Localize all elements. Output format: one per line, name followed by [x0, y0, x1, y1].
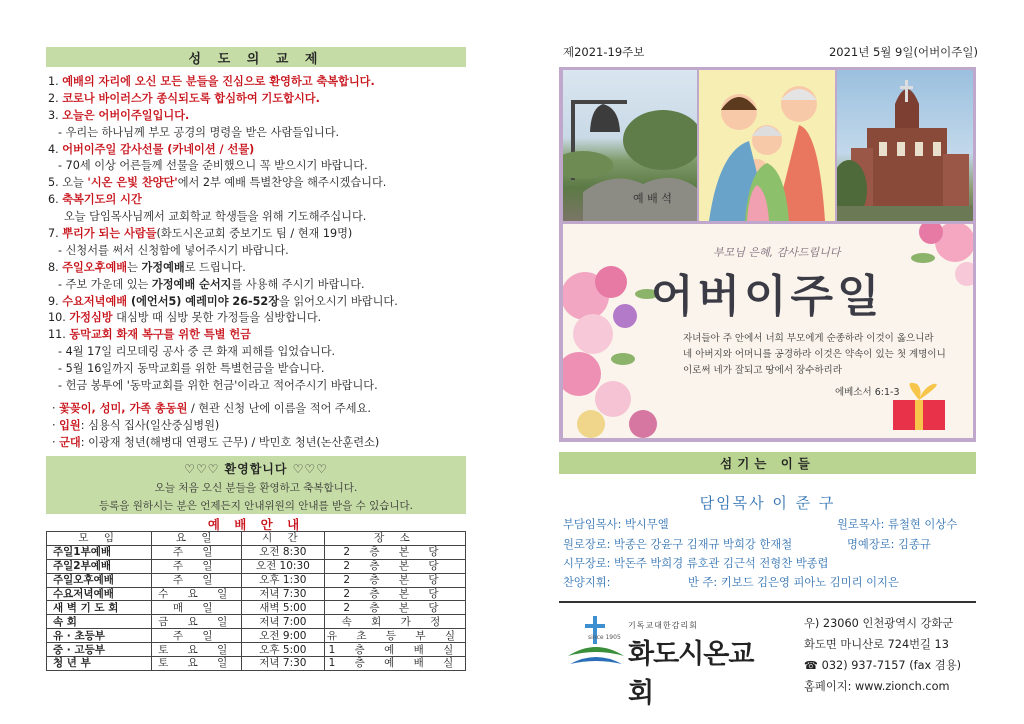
announcement-item-text: '시온 은빛 찬양단': [87, 176, 178, 190]
servers-title: 섬기는 이들: [720, 456, 815, 471]
service-place: 2 층 본 당: [324, 573, 465, 587]
divider: [559, 601, 976, 603]
associate-pastor: 부담임목사: 박시무엘: [563, 518, 669, 531]
service-time: 저녁 7:30: [241, 657, 324, 671]
announcement-item-text: 에서 2부 예배 특별찬양을 해주시겠습니다.: [177, 176, 387, 190]
note-item-text: 입원: [59, 419, 81, 432]
announcement-item: [48, 74, 468, 91]
service-place: 2 층 본 당: [324, 601, 465, 615]
service-day: 토 요 일: [152, 643, 241, 657]
table-row: [47, 643, 466, 657]
card-verse-line-3: 이로써 네가 잘되고 땅에서 장수하리라: [683, 365, 842, 376]
announcement-item: [48, 91, 468, 108]
announcement-item: [48, 142, 468, 159]
table-row: [47, 629, 466, 643]
service-name: 유 · 초등부: [47, 629, 152, 643]
phone-line: ☎ 032) 937-7157 (fax 겸용): [804, 659, 962, 672]
service-place: 1 층 예 배 실: [324, 657, 465, 671]
welcome-line-1: 오늘 처음 오신 분들을 환영하고 축복합니다.: [154, 482, 358, 494]
notes-list: [52, 400, 472, 451]
stone-inscription: 예 배 석: [633, 192, 672, 205]
service-place: 2 층 본 당: [324, 559, 465, 573]
service-place: 속 회 가 정: [324, 615, 465, 629]
table-row: [47, 573, 466, 587]
service-time: 오후 5:00: [241, 643, 324, 657]
announcement-item-text: - 헌금 봉투에 '동막교회를 위한 헌금'이라고 적어주시기 바랍니다.: [58, 379, 378, 393]
announcement-item: [48, 175, 468, 192]
announcement-item: [48, 260, 468, 277]
servers-header: [559, 452, 976, 474]
announcement-item-text: 1.: [48, 75, 63, 88]
honorary-elder: 명예장로: 김종규: [847, 538, 931, 551]
announcement-item-text: - 4월 17일 리모데링 공사 중 큰 화재 피해를 입었습니다.: [58, 345, 336, 359]
announcement-item-text: 오늘 담임목사님께서 교회학교 학생들을 위해 기도해주십니다.: [64, 210, 367, 224]
col-header-day: 요 일: [152, 532, 241, 546]
service-name: 중 · 고등부: [47, 643, 152, 657]
table-row: [47, 587, 466, 601]
fellowship-header: [46, 47, 466, 67]
announcement-item-text: 코로나 바이러스가 종식되도록 합심하여 기도합시다.: [62, 91, 320, 105]
family-illustration: [699, 70, 835, 221]
announcement-item-text: 축복기도의 시간: [62, 193, 142, 207]
service-guide-title: 예 배 안 내: [207, 517, 305, 532]
announcement-item-text: 동막교회 화재 복구를 위한 특별 헌금: [69, 328, 251, 342]
service-time: 새벽 5:00: [241, 601, 324, 615]
bulletin-date: 2021년 5월 9일(어버이주일): [828, 45, 978, 59]
service-time: 오전 9:00: [241, 629, 324, 643]
service-day: 주 일: [152, 573, 241, 587]
card-subtitle: 부모님 은혜, 감사드립니다: [713, 246, 841, 259]
note-item-text: ·: [52, 419, 60, 432]
staff-line-2: [563, 536, 931, 552]
announcement-item-text: 8.: [48, 260, 63, 274]
service-day: 주 일: [152, 559, 241, 573]
announcement-item: [48, 378, 468, 395]
announcement-item-text: - 우리는 하나님께 부모 공경의 명령을 받은 사람들입니다.: [58, 125, 340, 139]
service-place: 1 층 예 배 실: [324, 643, 465, 657]
announcement-item-text: 대심방 때 심방 못한 가정들을 심방합니다.: [112, 311, 322, 325]
staff-line-4: [563, 574, 899, 590]
announcement-item: [48, 158, 468, 175]
note-item-text: ·: [52, 436, 60, 449]
service-name: 새 벽 기 도 회: [47, 601, 152, 615]
table-row: [47, 615, 466, 629]
logo-denomination: 기독교대한감리회: [628, 621, 698, 630]
service-place: 유 초 등 부 실: [324, 629, 465, 643]
note-item-text: 군대: [59, 436, 81, 449]
church-logo: [566, 612, 776, 709]
table-row: [47, 559, 466, 573]
announcement-item-text: 7.: [48, 227, 63, 241]
announcement-item-text: 을 읽어오시기 바랍니다.: [279, 294, 398, 308]
announcement-item-text: 가정심방: [69, 311, 113, 325]
announcement-item-text: 주일오후예배: [62, 260, 128, 274]
announcement-item-text: - 70세 이상 어른들께 선물을 준비했으니 꼭 받으시기 바랍니다.: [58, 159, 368, 173]
table-row: [47, 657, 466, 671]
note-item: [52, 417, 472, 434]
service-day: 주 일: [152, 545, 241, 559]
service-day: 수 요 일: [152, 587, 241, 601]
announcement-item-text: 는: [127, 260, 142, 274]
service-name: 주일1부예배: [47, 545, 152, 559]
note-item: [52, 400, 472, 417]
accompanists: 반 주: 키보드 김은영 피아노 김미리 이지은: [688, 576, 899, 589]
logo-year: since 1905: [588, 634, 621, 641]
choir-director: 찬양지휘:: [563, 576, 611, 589]
announcement-item-text: 10.: [48, 311, 70, 325]
col-header-place: 장 소: [324, 532, 465, 546]
announcement-item-text: 가정예배: [141, 260, 185, 274]
note-item-text: / 현관 신청 난에 이름을 적어 주세요.: [187, 402, 371, 415]
service-table: [46, 531, 466, 671]
emeritus-pastor: 원로목사: 류철현 이상수: [837, 518, 958, 531]
service-time: 저녁 7:00: [241, 615, 324, 629]
announcement-item: [48, 192, 468, 209]
announcement-item: [48, 243, 468, 260]
senior-pastor: 담임목사 이 준 구: [699, 494, 836, 512]
note-item-text: : 심용식 집사(일산중심병원): [80, 419, 220, 432]
service-name: 수요저녁예배: [47, 587, 152, 601]
announcement-item-text: (화도시온교회 중보기도 팀 / 현재 19명): [156, 227, 353, 241]
service-time: 저녁 7:30: [241, 587, 324, 601]
announcement-item-text: 가정예배 순서지: [151, 277, 232, 291]
announcement-item-text: - 신청서를 써서 신청함에 넣어주시기 바랍니다.: [58, 243, 289, 257]
announcement-item-text: 로 드립니다.: [184, 260, 246, 274]
announcement-item: [48, 310, 468, 327]
church-photo: [837, 70, 973, 221]
card-verse-line-1: 자녀들아 주 안에서 너희 부모에게 순종하라 이것이 옳으니라: [683, 333, 934, 344]
announcement-item: [48, 361, 468, 378]
homepage-line: 홈페이지: www.zionch.com: [804, 680, 950, 693]
announcement-item: [48, 344, 468, 361]
announcement-item-text: 9.: [48, 294, 63, 308]
announcement-item-text: 뿌리가 되는 사람들: [62, 227, 157, 241]
service-time: 오전 8:30: [241, 545, 324, 559]
service-time: 오전 10:30: [241, 559, 324, 573]
announcement-item-text: 어버이주일 감사선물 (카네이션 / 선물): [62, 142, 255, 156]
church-address: [804, 613, 961, 697]
announcement-item-text: 6.: [48, 193, 63, 207]
logo-church-name: 화도시온교회: [628, 639, 754, 709]
service-place: 2 층 본 당: [324, 587, 465, 601]
note-item-text: : 이광재 청년(해병대 연평도 근무) / 박민호 청년(논산훈련소): [80, 436, 380, 449]
service-day: 토 요 일: [152, 657, 241, 671]
card-title: 어버이주일: [651, 271, 884, 322]
service-name: 주일2부예배: [47, 559, 152, 573]
service-time: 오후 1:30: [241, 573, 324, 587]
welcome-line-2: 등록을 원하시는 분은 언제든지 안내위원의 안내를 받을 수 있습니다.: [98, 500, 414, 512]
address-line-1: 우) 23060 인천광역시 강화군: [804, 617, 954, 630]
welcome-box: [46, 456, 466, 514]
service-day: 매 일: [152, 601, 241, 615]
service-name: 속 회: [47, 615, 152, 629]
announcement-item: [48, 294, 468, 311]
retired-elders: 원로장로: 박종은 강윤구 김재규 박희강 한재철: [563, 538, 793, 551]
col-header-meeting: 모 임: [47, 532, 152, 546]
fellowship-title: 성 도 의 교 제: [188, 51, 324, 67]
card-verse-ref: 에베소서 6:1-3: [835, 387, 900, 398]
announcement-item-text: - 주보 가운데 있는: [58, 277, 152, 291]
announcement-item: [48, 209, 468, 226]
bell-stone-photo: [563, 70, 697, 221]
address-line-2: 화도면 마니산로 724번길 13: [804, 638, 949, 651]
announcement-item-text: 를 사용해 주시기 바랍니다.: [231, 277, 365, 291]
announcement-item: [48, 226, 468, 243]
announcement-item: [48, 125, 468, 142]
service-table-header: [47, 532, 466, 546]
announcement-item: [48, 277, 468, 294]
announcement-item-text: 예배의 자리에 오신 모든 분들을 진심으로 환영하고 축복합니다.: [62, 75, 375, 88]
welcome-title: ♡♡♡ 환영합니다 ♡♡♡: [184, 462, 328, 476]
card-verse-line-2: 네 아버지와 어머니를 공경하라 이것은 약속이 있는 첫 계명이니: [683, 349, 946, 360]
card-verse: [683, 331, 946, 379]
staff-line-3: [563, 555, 828, 571]
col-header-time: 시 간: [241, 532, 324, 546]
active-elders: 시무장로: 박돈주 박희경 류호관 김근석 전형찬 박종렵: [563, 557, 829, 570]
announcement-item-text: (에언서5) 예레미야 26-52장: [127, 294, 280, 308]
parents-day-card: [563, 224, 973, 438]
announcement-item-text: - 5월 16일까지 동막교회를 위한 특별헌금을 받습니다.: [58, 362, 325, 376]
service-day: 주 일: [152, 629, 241, 643]
note-item-text: ·: [52, 402, 60, 415]
service-place: 2 층 본 당: [324, 545, 465, 559]
service-name: 청 년 부: [47, 657, 152, 671]
issue-number: 제2021-19주보: [563, 45, 645, 59]
announcement-item-text: 오늘은 어버이주일입니다.: [62, 108, 190, 122]
announcement-item: [48, 108, 468, 125]
announcement-item-text: 5. 오늘: [48, 176, 88, 190]
announcement-item-text: 11.: [48, 328, 70, 342]
staff-line-1: [563, 516, 958, 532]
announcement-item-text: 수요저녁예배: [62, 294, 128, 308]
announcement-item-text: 2.: [48, 91, 63, 105]
table-row: [47, 545, 466, 559]
note-item: [52, 434, 472, 451]
service-name: 주일오후예배: [47, 573, 152, 587]
announcement-item: [48, 327, 468, 344]
note-item-text: 꽃꽂이, 성미, 가족 총동원: [59, 402, 188, 415]
table-row: [47, 601, 466, 615]
announcement-list: [48, 74, 468, 395]
announcement-item-text: 4.: [48, 142, 63, 156]
announcement-item-text: 3.: [48, 108, 63, 122]
service-day: 금 요 일: [152, 615, 241, 629]
